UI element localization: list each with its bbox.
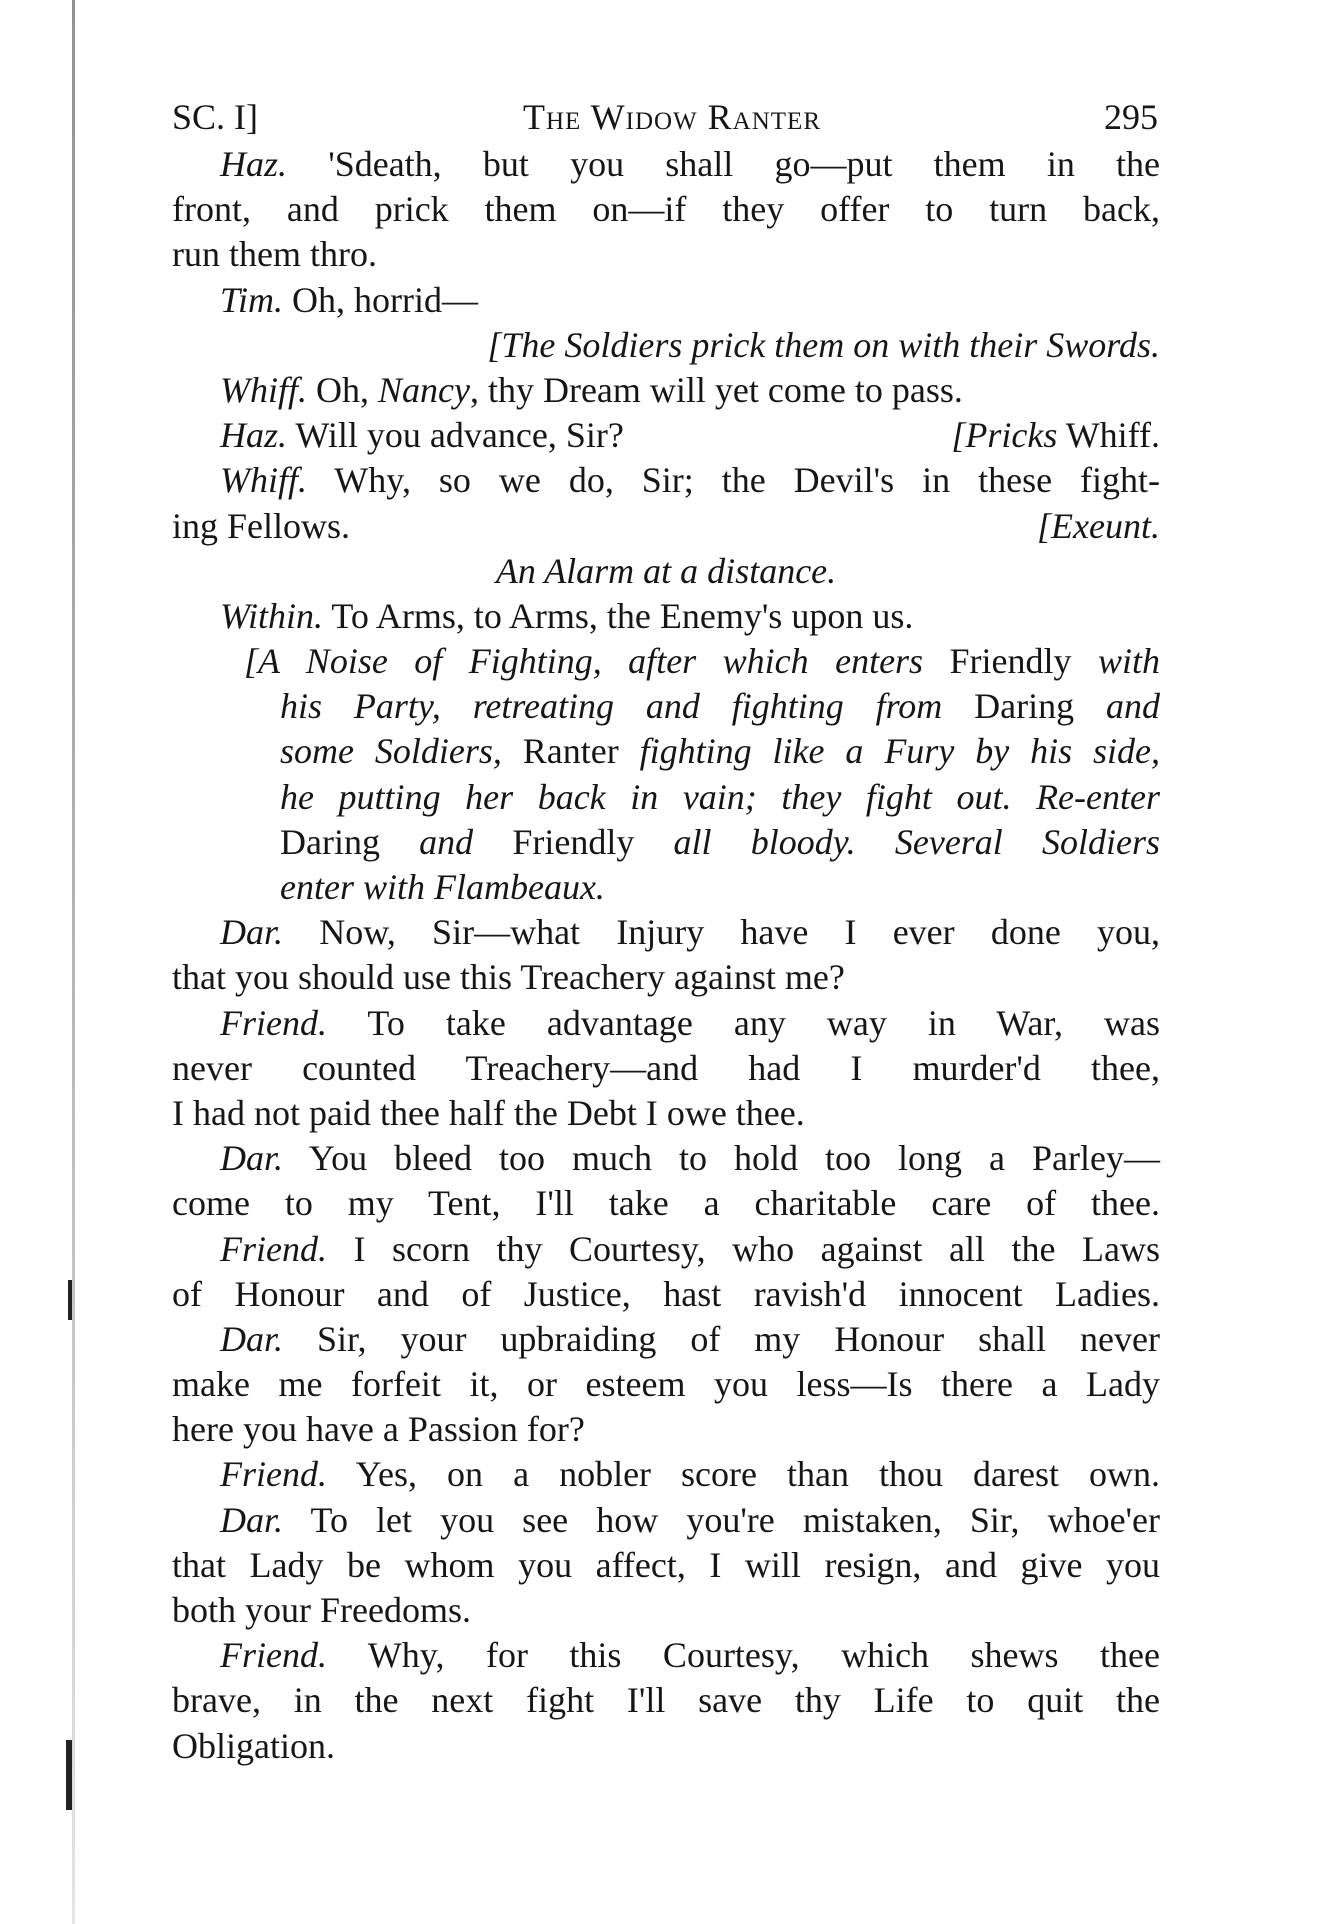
text-line [172,1633,1160,1678]
text-line: that Lady be whom you affect, I will resign, and give you [172,1544,1160,1585]
stage-direction-text: enter with Flambeaux. [280,867,605,907]
stage-direction-text: [Pricks [951,415,1058,456]
speech-text: Yes, on a nobler score than thou darest own. [326,1454,1160,1495]
speaker-name: Tim. [220,279,284,320]
text-line: run them thro. [172,234,377,275]
speaker-name: Dar. [220,912,284,953]
speaker-name: Friend. [220,1635,327,1676]
text-line: make me forfeit it, or esteem you less—Is there a Lady [172,1364,1160,1405]
speech-text: ing Fellows. [172,505,351,546]
speech-text: I scorn thy Courtesy, who against all the Laws [326,1228,1160,1269]
character-name: Nancy [378,369,470,410]
text-line: of Honour and of Justice, hast ravish'd innocent Ladies. [172,1273,1160,1314]
text-line [172,1498,1160,1543]
running-head [172,92,1172,142]
speaker-name: Whiff. [220,460,307,501]
text-line [172,413,1160,458]
binding-mark [68,1280,72,1320]
text-line: I had not paid thee half the Debt I owe thee. [172,1092,805,1133]
stage-direction-text: [Exeunt. [1037,505,1160,546]
speaker-name: Whiff. [220,369,307,410]
speech-text: Will you advance, Sir? [287,415,624,456]
stage-direction [172,729,1160,774]
speech-text: To take advantage any way in War, was [326,1002,1160,1043]
stage-direction-text: [The Soldiers prick them on with their Swords. [487,324,1160,365]
speaker-name: Dar. [220,1318,284,1359]
text-line [172,142,1160,187]
running-title: The Widow Ranter [522,97,821,137]
speech-text: Oh, horrid— [283,279,479,320]
character-name: Daring [942,686,1075,727]
text-line: never counted Treachery—and had I murder'd thee, [172,1047,1160,1088]
speech-text: To let you see how you're mistaken, Sir, whoe'er [283,1499,1160,1540]
text-line: Obligation. [172,1725,335,1766]
character-name: Daring [280,821,380,862]
stage-direction [172,323,1160,368]
stage-direction [172,775,1160,820]
text-line: brave, in the next fight I'll save thy Life to quit the [172,1680,1160,1721]
speaker-name: Friend. [220,1454,327,1495]
page-body [172,142,1160,1769]
character-name: Ranter [501,731,619,772]
speech-text: Why, for this Courtesy, which shews thee [326,1635,1160,1676]
stage-direction-text: all bloody. Several Soldiers [634,821,1160,862]
character-name: Friendly [512,821,635,862]
binding-edge [72,0,75,1924]
stage-direction [172,865,1160,910]
stage-direction-text: his Party, retreating and fighting from [280,686,943,727]
stage-direction [172,820,1160,865]
text-line [172,458,1160,503]
speaker-name: Within. [220,595,324,636]
speaker-name: Dar. [220,1499,284,1540]
speech-text: , thy Dream will yet come to pass. [469,369,963,410]
stage-direction-text: [A Noise of Fighting, after which enters [244,641,924,682]
stage-direction-text: with [1071,641,1161,682]
speech-text: Now, Sir—what Injury have I ever done you, [283,912,1160,953]
stage-direction-text: and [1074,686,1161,727]
text-line: that you should use this Treachery against me? [172,957,845,998]
text-line: front, and prick them on—if they offer to turn back, [172,189,1160,230]
speech-text: Why, so we do, Sir; the Devil's in these fight- [307,460,1160,501]
speaker-name: Dar. [220,1138,284,1179]
text-line [172,1452,1160,1497]
page-number: 295 [1104,97,1158,137]
text-line: come to my Tent, I'll take a charitable care of thee. [172,1183,1160,1224]
stage-direction [172,639,1160,684]
text-line [172,504,1160,549]
text-line [172,1136,1160,1181]
text-line [172,368,1160,413]
stage-direction-text: he putting her back in vain; they fight out. Re-enter [280,776,1160,817]
speaker-name: Haz. [220,144,288,184]
stage-direction [172,684,1160,729]
text-line: both your Freedoms. [172,1590,471,1630]
stage-direction [951,413,1160,458]
text-line [172,278,1160,323]
text-line [172,910,1160,955]
speech-text: Oh, [307,369,378,410]
speech-text: To Arms, to Arms, the Enemy's upon us. [323,595,914,636]
stage-direction-text: fighting like a Fury by his side, [618,731,1160,772]
speech-text: Sir, your upbraiding of my Honour shall never [283,1318,1160,1359]
binding-mark [66,1740,72,1810]
scene-label: SC. I] [172,97,259,137]
text-line [172,1001,1160,1046]
speech-text: 'Sdeath, but you shall go—put them in the [287,144,1160,184]
character-name: Friendly [923,641,1072,682]
text-line [172,1317,1160,1362]
speaker-name: Haz. [220,415,288,456]
stage-direction [172,549,1160,594]
speech [220,413,624,458]
character-name: Whiff. [1057,415,1160,456]
text-line [172,594,1160,639]
stage-direction-text: and [379,821,513,862]
stage-direction-text: An Alarm at a distance. [495,550,837,591]
text-line [172,1227,1160,1272]
speaker-name: Friend. [220,1002,327,1043]
speech-text: You bleed too much to hold too long a Parley— [283,1138,1160,1179]
text-line: here you have a Passion for? [172,1409,585,1450]
stage-direction-text: some Soldiers, [280,731,502,772]
speaker-name: Friend. [220,1228,327,1269]
